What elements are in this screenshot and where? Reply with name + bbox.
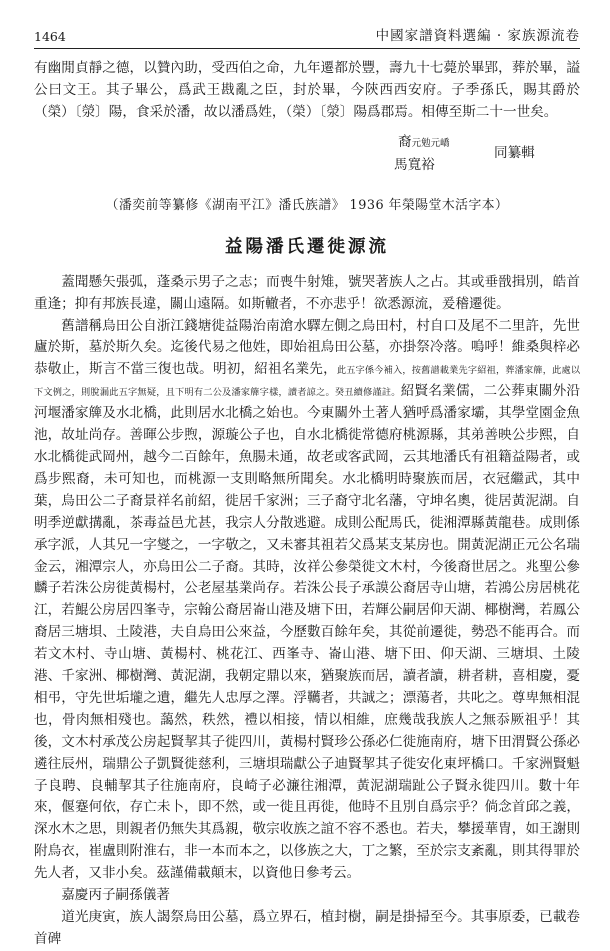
compiler-name-1-small: 元勉元嶠 bbox=[411, 137, 450, 149]
body-paragraph-2 bbox=[34, 316, 580, 886]
section-title: 益陽潘氏遷徙源流 bbox=[225, 236, 389, 257]
page-number: 1464 bbox=[34, 29, 66, 44]
body-paragraph-1 bbox=[34, 272, 580, 316]
date-line: 嘉慶丙子嗣孫儀著 bbox=[61, 887, 170, 904]
page-header bbox=[34, 24, 580, 49]
compiler-name-1-main: 裔 bbox=[398, 133, 412, 150]
top-paragraph: 有幽閒貞靜之德，以贊內助，受西伯之命，九年遷都於豐，壽九十七薨於畢郢，葬於畢，謚公曰文王。其子畢公，爲武王戡亂之臣，封於畢，今陝西西安府。子季孫氏，賜其爵於（榮）〔滎〕陽，食采於潘，故以潘爲姓，（榮）〔滎〕陽爲郡焉。相傳至斯二十一世矣。 bbox=[34, 60, 580, 120]
compiler-name-1 bbox=[398, 130, 450, 150]
compiler-name-2: 馬寬裕 bbox=[394, 156, 435, 173]
inline-annotation: 此五字係今補入，按舊譜載業先字紹祖，葬潘家簰，此處以下文例之，則脫漏此五字無疑，且下明有二公及潘家簰字樣，讀者諒之。癸丑續修謹註。 bbox=[34, 365, 581, 399]
compiler-role: 同纂輯 bbox=[494, 144, 535, 161]
book-title: 中國家譜資料選編 · 家族源流卷 bbox=[375, 28, 580, 44]
paragraph-text: 蓋聞懸矢張弧，蓬桑示男子之志；而喪牛射雉，號哭著族人之占。其或垂戩揖別，皓首重逢；抑有邦族長違，關山遠隔。如斯轍者，不亦悲乎！欲悉源流，爰稽遷徙。 bbox=[34, 273, 580, 312]
source-citation: （潘奕前等纂修《湖南平江》潘氏族譜》 1936 年榮陽堂木活字本） bbox=[105, 197, 509, 213]
compiler-signature bbox=[34, 124, 580, 192]
paragraph-text: 舊譜稱烏田公自浙江錢塘徙益陽治南滄水驛左側之烏田村，村自口及尾不二里許，先世廬於斯，墓於斯久矣。迄後代易之他姓，即始祖烏田公墓，亦掛祭冷落。嗚呼！維桑與梓必恭敬止，斯言不當三復也哉。明初，紹祖名業先， bbox=[34, 317, 580, 378]
body-paragraph-3: 道光庚寅，族人謁祭烏田公墓，爲立界石，植封樹，嗣是掛掃至今。其事原委，已載卷首碑 bbox=[34, 909, 580, 947]
paragraph-text: 紹賢名業儒，二公葬東關外沿河堰潘家簰及水北橋，此則居水北橋之始也。今東關外土著人猶呼爲潘家壩，其學堂園金魚池，故址尚存。善暉公步煦，源璇公子也，自水北橋徙常德府桃源縣，其弟善映公步熙，自水北橋徙武岡州，越今二百餘年，魚腸未通，故老或客武岡，云其地潘氏有祖籍益陽者，或爲步熙裔，未可知也，而桃源一支則略無所聞矣。水北橋明時聚族而居，衣冠繼武，其中葉，烏田公二子裔景祥名前紹，徙居千家洲；三子裔守北名藩，守坤名奧，徙居黃泥湖。自明季逆獻搆亂，茶毒益邑尤甚，我宗人分散逃避。成則公配馬氏，徙湘潭縣黃龍巷。成則係承字派，人其兄一字燮之，一字敬之，又未審其祖若父爲某支某房也。開黃泥湖正元公名瑞金云，湘潭宗人，亦烏田公二子裔。其時，汝祥公參榮徙文木村，今後裔世居之。兆聖公參麟子若洙公房徙黃楊村，公老屋基業尚存。若洙公長子承謨公裔居寺山塘，若鴻公房居桃花江，若鯤公房居四峯寺，宗翰公裔居崙山港及塘下田，若輝公嗣居仰天湖、椰樹灣，若鳳公裔居三塘垻、土陵港，夫自烏田公來益，今歷數百餘年矣，其從前遷徙，勢恐不能再合。而若文木村、寺山塘、黃楊村、桃花江、西峯寺、崙山港、塘下田、仰天湖、三塘垻、土陵港、千家洲、椰樹灣、黃泥湖，我朝定鼎以來，猶聚族而居，讀者讀，耕者耕，喜相慶，憂相弔，守先世垢壠之遺，繼先人忠厚之澤。浮韉者，共誠之；漂蕩者，共叱之。尊卑無相混也，骨肉無相殘也。藹然，秩然，禮以相接，情以相維，庶幾哉我族人之無忝厥祖乎！其後，文木村承茂公房起賢挈其子徙四川，黃楊村賢珍公孫必仁徙施南府，塘下田渭賢公孫必遴往辰州，瑞鼎公子凱賢徙慈利，三塘垻瑞獻公子迪賢挈其子徙安化東坪橋口。千家洲賢魁子良聘、良輔挈其子往施南府，良崎子必濂往湘潭，黃泥湖瑞趾公子賢永徙四川。數十年來，偃蹇何依，存亡未卜，即不然，或一徙且再徙，他時不且別自爲宗乎？倘念首邱之義，深水木之思，則親者仍無失其爲親，敬宗收族之誼不容不悉也。若夫，攀援華冑，如王謝則附烏衣，崔盧則附淮右，非一本而本之，以侈族之大，丁之繁，至於宗支紊亂，則其得罪於先人者，又非小矣。茲謹備載顛末，以資他日參考云。 bbox=[34, 383, 581, 882]
